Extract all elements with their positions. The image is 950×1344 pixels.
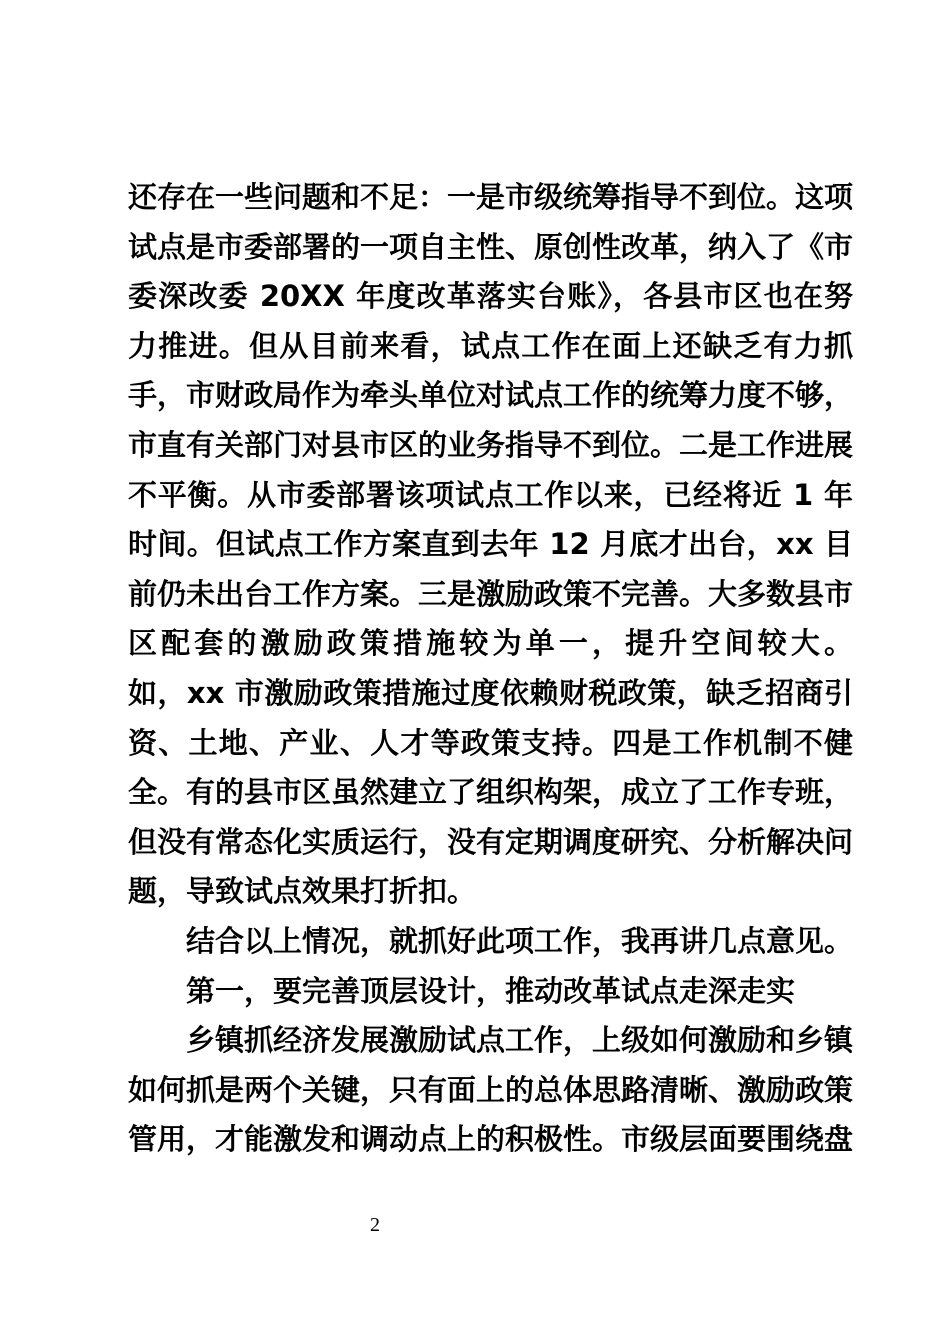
text-line: 手，市财政局作为牵头单位对试点工作的统筹力度不够，	[128, 378, 854, 413]
text-line: 还存在一些问题和不足：一是市级统筹指导不到位。这项	[128, 180, 854, 214]
text-line: 试点是市委部署的一项自主性、原创性改革，纳入了《市	[128, 229, 854, 264]
text-line: 市直有关部门对县市区的业务指导不到位。二是工作进展	[128, 427, 854, 462]
text-line: 时间。但试点工作方案直到去年 12 月底才出台，xx 目	[128, 527, 853, 562]
text-line: 区配套的激励政策措施较为单一，提升空间较大。	[128, 626, 853, 661]
text-line: 乡镇抓经济发展激励试点工作，上级如何激励和乡镇	[186, 1023, 854, 1058]
text-line: 前仍未出台工作方案。三是激励政策不完善。大多数县市	[128, 576, 854, 611]
text-line: 资、土地、产业、人才等政策支持。四是工作机制不健	[128, 725, 853, 760]
text-line: 不平衡。从市委部署该项试点工作以来，已经将近 1 年	[128, 477, 853, 512]
page-number: 2	[370, 1214, 380, 1236]
text-line: 如，xx 市激励政策措施过度依赖财税政策，缺乏招商引	[128, 675, 853, 710]
text-line: 结合以上情况，就抓好此项工作，我再讲几点意见。	[186, 923, 854, 958]
body-text	[128, 173, 853, 1165]
text-line: 力推进。但从目前来看，试点工作在面上还缺乏有力抓	[128, 328, 853, 363]
text-line: 委深改委 20XX 年度改革落实台账》，各县市区也在努	[128, 279, 853, 314]
text-line: 但没有常态化实质运行，没有定期调度研究、分析解决问	[128, 824, 854, 859]
text-line: 如何抓是两个关键，只有面上的总体思路清晰、激励政策	[128, 1072, 854, 1107]
text-line: 全。有的县市区虽然建立了组织构架，成立了工作专班，	[128, 775, 854, 810]
text-line: 管用，才能激发和调动点上的积极性。市级层面要围绕盘	[128, 1122, 854, 1157]
section-heading: 第一，要完善顶层设计，推动改革试点走深走实	[186, 973, 796, 1008]
text-line: 题，导致试点效果打折扣。	[128, 874, 477, 909]
